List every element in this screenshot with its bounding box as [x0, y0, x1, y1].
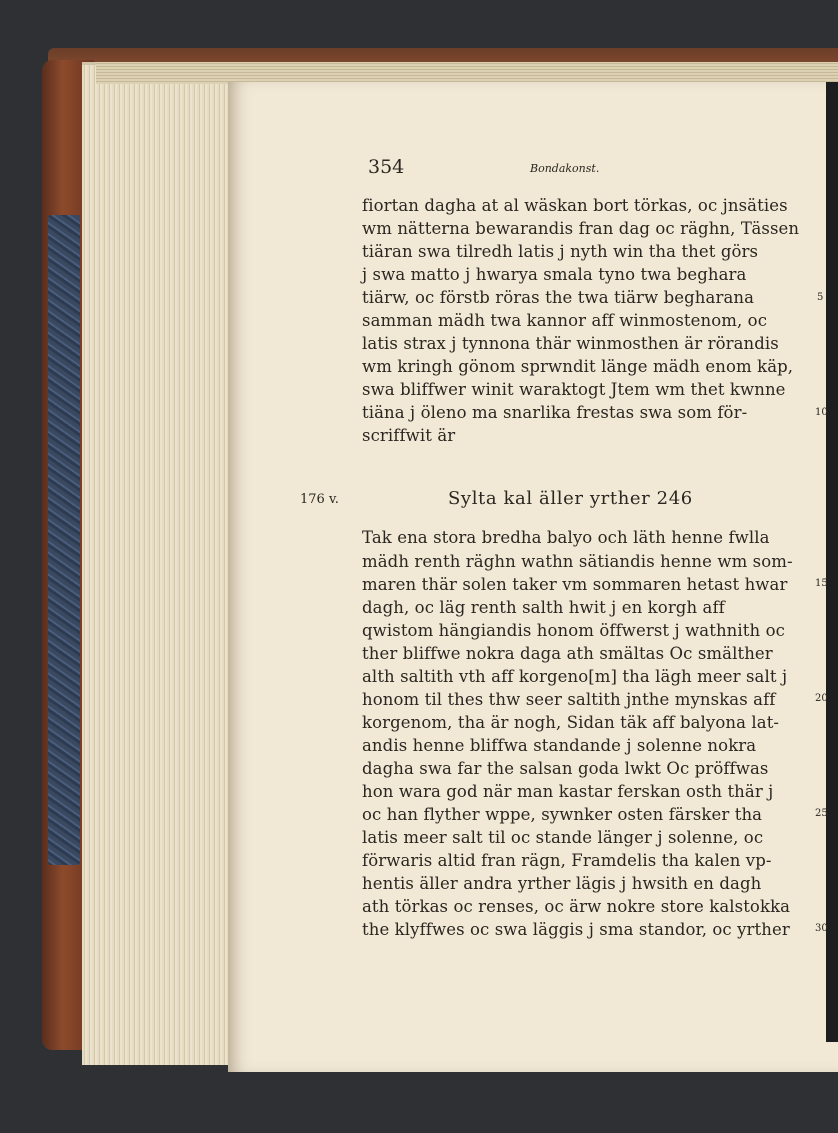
- text-line: mädh renth räghn wathn sätiandis henne wm som-: [362, 552, 793, 571]
- section-heading: Sylta kal äller yrther 246: [448, 488, 693, 509]
- line-number: 5: [817, 292, 824, 303]
- text-line: fiortan dagha at al wäskan bort törkas, oc jnsäties: [362, 196, 788, 215]
- text-line: tiäran swa tilredh latis j nyth win tha thet görs: [362, 242, 759, 261]
- text-line: maren thär solen taker vm sommaren hetast hwar: [362, 575, 788, 594]
- text-line: andis henne bliffwa standande j solenne nokra: [362, 736, 757, 755]
- text-line: the klyffwes oc swa läggis j sma standor, oc yrther: [362, 920, 790, 939]
- text-line: oc han flyther wppe, sywnker osten färsker tha: [362, 805, 763, 824]
- text-line: ther bliffwe nokra daga ath smältas Oc smälther: [362, 644, 773, 663]
- text-line: ath törkas oc renses, oc ärw nokre store kalstokka: [362, 897, 791, 916]
- line-number: 15: [815, 578, 828, 589]
- text-line: tiärw, oc förstb röras the twa tiärw begharana: [362, 288, 755, 307]
- text-line: dagha swa far the salsan goda lwkt Oc pröffwas: [362, 759, 769, 778]
- text-line: hon wara god när man kastar ferskan osth thär j: [362, 782, 774, 801]
- text-line: dagh, oc läg renth salth hwit j en korgh aff: [362, 598, 725, 617]
- running-title: Bondakonst.: [530, 162, 600, 175]
- text-line: scriffwit är: [362, 426, 456, 445]
- text-line: wm kringh gönom sprwndit länge mädh enom käp,: [362, 357, 794, 376]
- text-line: latis strax j tynnona thär winmosthen är rörandis: [362, 334, 779, 353]
- text-line: korgenom, tha är nogh, Sidan täk aff balyona lat-: [362, 713, 780, 732]
- text-line: samman mädh twa kannor aff winmostenom, oc: [362, 311, 768, 330]
- line-number: 25: [815, 808, 828, 819]
- text-line: förwaris altid fran rägn, Framdelis tha kalen vp-: [362, 851, 772, 870]
- text-line: Tak ena stora bredha balyo och läth henne fwlla: [362, 528, 770, 547]
- text-line: qwistom hängiandis honom öffwerst j wathnith oc: [362, 621, 785, 640]
- text-line: swa bliffwer winit waraktogt Jtem wm thet kwnne: [362, 380, 786, 399]
- page-shadow-edge: [826, 82, 838, 1042]
- margin-folio-reference: 176 v.: [300, 492, 339, 507]
- line-number: 20: [815, 693, 828, 704]
- page-number: 354: [368, 156, 405, 178]
- line-number: 30: [815, 923, 828, 934]
- text-line: j swa matto j hwarya smala tyno twa beghara: [362, 265, 747, 284]
- text-line: latis meer salt til oc stande länger j solenne, oc: [362, 828, 764, 847]
- marbled-cover-pattern: [48, 215, 80, 865]
- text-line: alth saltith vth aff korgeno[m] tha lägh meer salt j: [362, 667, 788, 686]
- page-edges: [82, 62, 232, 1065]
- text-line: tiäna j öleno ma snarlika frestas swa som för-: [362, 403, 748, 422]
- line-number: 10: [815, 407, 828, 418]
- top-page-edges: [96, 62, 838, 84]
- text-line: wm nätterna bewarandis fran dag oc räghn, Tässen: [362, 219, 800, 238]
- text-line: hentis äller andra yrther lägis j hwsith en dagh: [362, 874, 762, 893]
- text-line: honom til thes thw seer saltith jnthe mynskas aff: [362, 690, 776, 709]
